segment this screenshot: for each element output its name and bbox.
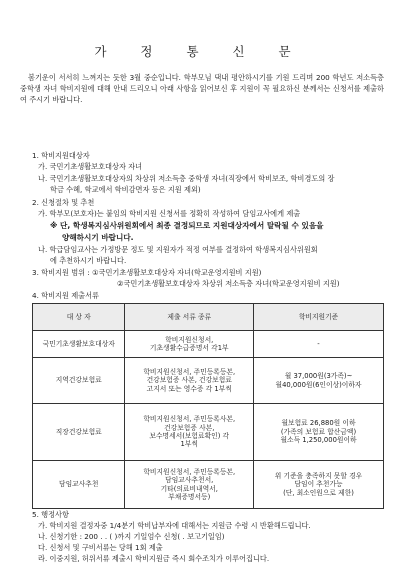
section-5-item-a: 가. 학비지원 결정자중 1/4분기 학비납부자에 대해서는 지원금 수령 시 반환해드립니다. bbox=[38, 521, 311, 530]
cell-criteria: 월 37,000원(3가족)~ 월40,000원(6인이상)이하자 bbox=[254, 358, 384, 404]
table-row bbox=[33, 358, 384, 404]
table-row bbox=[33, 331, 384, 358]
cell-docs: 학비지원신청서, 주민등록사본, 건강보험증 사본, 보수명세서(보험료확인) 각 1부씩 bbox=[125, 404, 254, 461]
section-5-heading: 5. 행정사항 bbox=[32, 510, 69, 519]
cell-docs: 학비지원신청서, 주민등록등본, 담임교사추천서, 기타(의료비내역서, 부채증명서등) bbox=[125, 461, 254, 509]
cell-criteria: 월보험료 26,880원 이하 (가족의 보험료 합산금액) 월소득 1,250,000원이하 bbox=[254, 404, 384, 461]
cell-docs: 학비지원신청서, 기초생활수급증명서 각1부 bbox=[125, 331, 254, 358]
section-2-note-cont: 양해하시기 바랍니다. bbox=[62, 233, 134, 242]
table-row bbox=[33, 404, 384, 461]
document-title: 가 정 통 신 문 bbox=[94, 44, 306, 59]
cell-target: 담임교사추천 bbox=[33, 461, 125, 509]
section-2-heading: 2. 신청절차 및 추천 bbox=[32, 198, 95, 207]
section-5-item-c: 다. 신청서 및 구비서류는 당해 1회 제출 bbox=[38, 543, 163, 552]
section-2-note: ※ 단, 학생복지심사위원회에서 최종 결정되므로 지원대상자에서 탈락될 수 있음을 bbox=[50, 221, 324, 230]
section-2-item-b-cont: 에 추천하시기 바랍니다. bbox=[50, 256, 127, 265]
cell-criteria: 위 기준을 충족하지 못할 경우 담임이 추천가능 (단, 최소인원으로 제한) bbox=[254, 461, 384, 509]
section-5-item-b: 나. 신청기한 : 200 . . ( )까지 기일엄수 신청( . 보고기일임) bbox=[38, 532, 225, 541]
cell-target: 국민기초생활보호대상자 bbox=[33, 331, 125, 358]
section-1-item-b: 나. 국민기초생활보호대상자의 차상위 저소득층 중학생 자녀(직장에서 학비보조, 학비경도의 장 bbox=[38, 174, 335, 183]
table-row bbox=[33, 461, 384, 509]
table-header-row bbox=[33, 304, 384, 331]
cell-target: 직장건강보험료 bbox=[33, 404, 125, 461]
section-4-heading: 4. 학비지원 제출서류 bbox=[32, 291, 99, 300]
section-1-heading: 1. 학비지원대상자 bbox=[32, 151, 90, 160]
cell-docs: 학비지원신청서, 주민등록등본, 건강보험증 사본, 건강보험료 고지서 또는 영수증 각 1부씩 bbox=[125, 358, 254, 404]
cell-criteria: - bbox=[254, 331, 384, 358]
column-header-target: 대 상 자 bbox=[33, 304, 125, 331]
section-3-range-2: ②국민기초생활보호대상자 차상위 저소득층 자녀(학교운영지원비 지원) bbox=[117, 279, 340, 288]
section-1-item-b-cont: 학금 수혜, 학교에서 학비감면자 등은 지원 제외) bbox=[50, 185, 201, 194]
column-header-docs: 제출 서류 종류 bbox=[125, 304, 254, 331]
intro-paragraph: 봄기운이 서서히 느껴지는 듯한 3월 중순입니다. 학부모님 댁내 평안하시기를 기원 드리며 200 학년도 저소득층 중학생 자녀 학비지원에 대해 안내 드리오니 아래 사항을 읽어보신 후 지원이 꼭 필요하신 분께서는 신청서를 제출하여 주시기 바랍니다. bbox=[20, 73, 384, 104]
section-2-item-b: 나. 학급담임교사는 가정방문 정도 및 지원자가 적정 여부를 결정하여 학생복지심사위원회 bbox=[38, 245, 318, 254]
section-2-item-a: 가. 학부모(보호자)는 붙임의 학비지원 신청서를 정확히 작성하여 담임교사에게 제출 bbox=[38, 209, 301, 218]
cell-target: 지역건강보험료 bbox=[33, 358, 125, 404]
section-5-item-d: 라. 이중지원, 허위서류 제출시 학비지원금 즉시 회수조치가 이루어집니다. bbox=[38, 554, 270, 563]
column-header-criteria: 학비지원기준 bbox=[254, 304, 384, 331]
section-3-range-1: 3. 학비지원 범위 : ①국민기초생활보호대상자 자녀(학교운영지원비 지원) bbox=[32, 268, 262, 277]
section-1-item-a: 가. 국민기초생활보호대상자 자녀 bbox=[38, 162, 143, 171]
documents-table bbox=[32, 303, 384, 509]
